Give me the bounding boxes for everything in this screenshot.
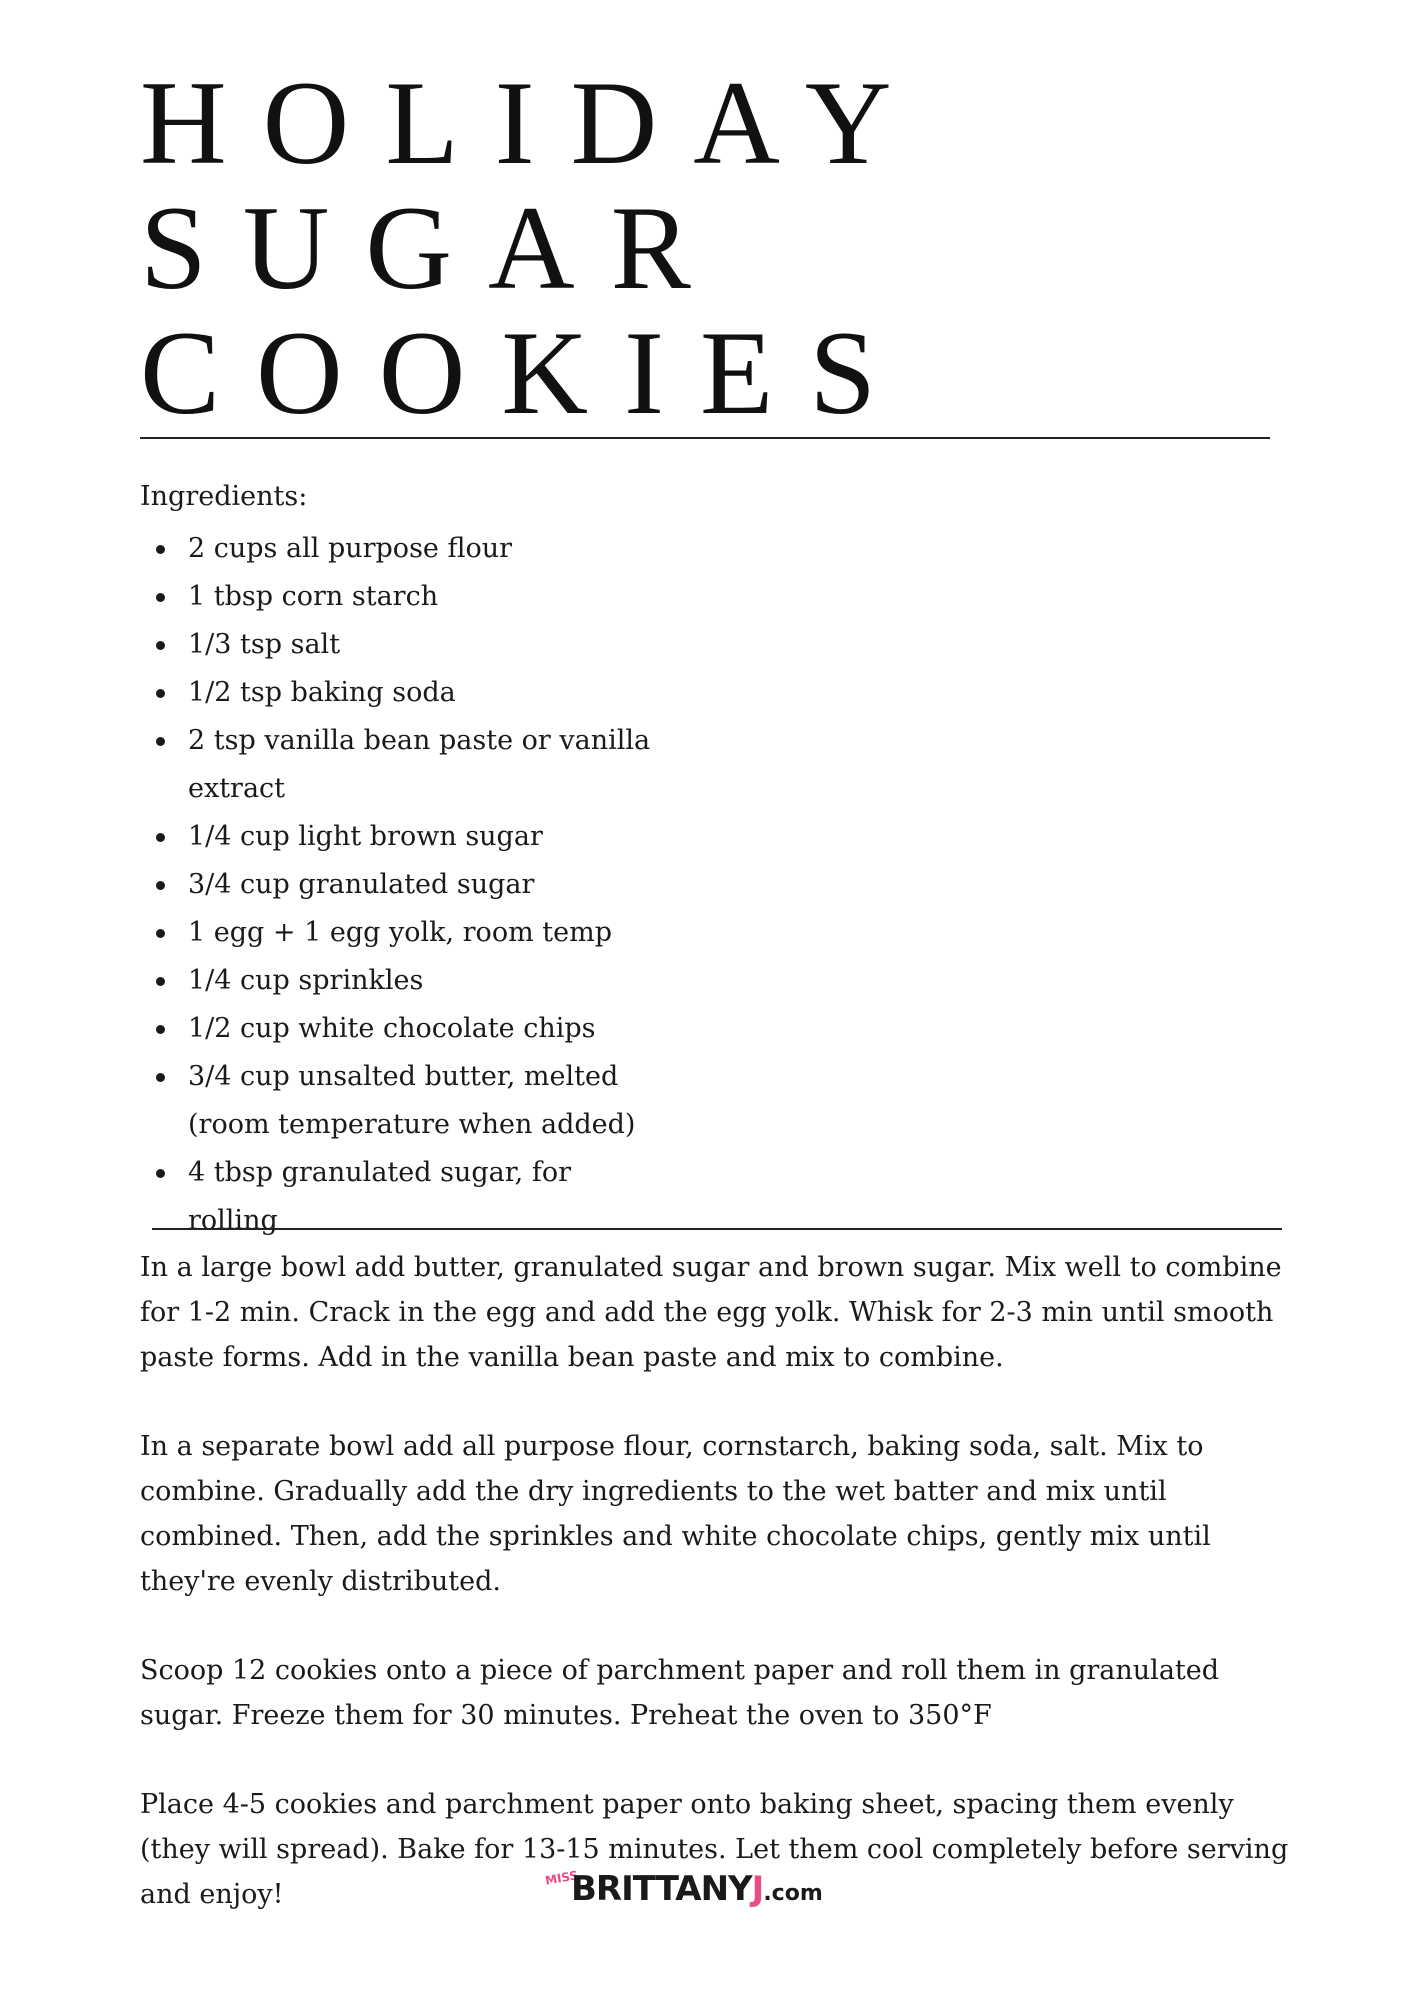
instruction-step: Place 4-5 cookies and parchment paper onto baking sheet, spacing them evenly (they will spread). Bake for 13-15 minutes. Let them cool completely before serving and enjoy!: [140, 1789, 1289, 1910]
ingredient-item: 1 egg + 1 egg yolk, room temp: [140, 909, 660, 957]
ingredient-item: 4 tbsp granulated sugar, for rolling: [140, 1149, 660, 1245]
recipe-title: [140, 56, 928, 439]
instruction-step: Scoop 12 cookies onto a piece of parchment paper and roll them in granulated sugar. Freeze them for 30 minutes. Preheat the oven to 350°F: [140, 1655, 1220, 1731]
ingredient-item: 1/2 cup white chocolate chips: [140, 1005, 660, 1053]
logo-brand-suffix: .com: [763, 1881, 823, 1906]
bullet-icon: [156, 737, 165, 746]
logo-brand-accent: J: [751, 1869, 764, 1909]
ingredient-item: 1 tbsp corn starch: [140, 573, 660, 621]
ingredient-item: 1/4 cup light brown sugar: [140, 813, 660, 861]
ingredient-item: 1/3 tsp salt: [140, 621, 660, 669]
ingredient-item: 2 tsp vanilla bean paste or vanilla extract: [140, 717, 660, 813]
instruction-step: In a large bowl add butter, granulated sugar and brown sugar. Mix well to combine for 1-2 min. Crack in the egg and add the egg yolk. Whisk for 2-3 min until smooth paste forms. Add in the vanilla bean paste and mix to combine.: [140, 1252, 1282, 1373]
bullet-icon: [156, 1025, 165, 1034]
bullet-icon: [156, 881, 165, 890]
ingredients-list: [140, 525, 660, 1245]
bullet-icon: [156, 833, 165, 842]
logo-miss: MISS: [544, 1868, 580, 1888]
ingredient-item: 1/2 tsp baking soda: [140, 669, 660, 717]
ingredient-item: 3/4 cup granulated sugar: [140, 861, 660, 909]
ingredient-item: 2 cups all purpose flour: [140, 525, 660, 573]
title-line-1: HOLIDAY: [140, 56, 928, 189]
bullet-icon: [156, 593, 165, 602]
logo-brand-main: BRITTANY: [571, 1869, 752, 1909]
instruction-step: In a separate bowl add all purpose flour, cornstarch, baking soda, salt. Mix to combine. Gradually add the dry ingredients to the wet batter and mix until combined. Then, add the sprinkles and white chocolate chips, gently mix until they're evenly distributed.: [140, 1431, 1211, 1597]
ingredients-divider: [152, 1228, 1282, 1230]
ingredients-label: Ingredients:: [140, 481, 308, 512]
ingredient-item: 1/4 cup sprinkles: [140, 957, 660, 1005]
title-divider: [140, 437, 1270, 439]
bullet-icon: [156, 1169, 165, 1178]
bullet-icon: [156, 1073, 165, 1082]
title-line-3: COOKIES: [140, 306, 913, 439]
bullet-icon: [156, 929, 165, 938]
bullet-icon: [156, 545, 165, 554]
bullet-icon: [156, 689, 165, 698]
site-logo: [545, 1865, 875, 1915]
instructions: [140, 1245, 1300, 1961]
bullet-icon: [156, 977, 165, 986]
ingredient-item: 3/4 cup unsalted butter, melted (room temperature when added): [140, 1053, 660, 1149]
bullet-icon: [156, 641, 165, 650]
logo-brand: [571, 1869, 823, 1909]
title-line-2: SUGAR: [140, 181, 727, 314]
